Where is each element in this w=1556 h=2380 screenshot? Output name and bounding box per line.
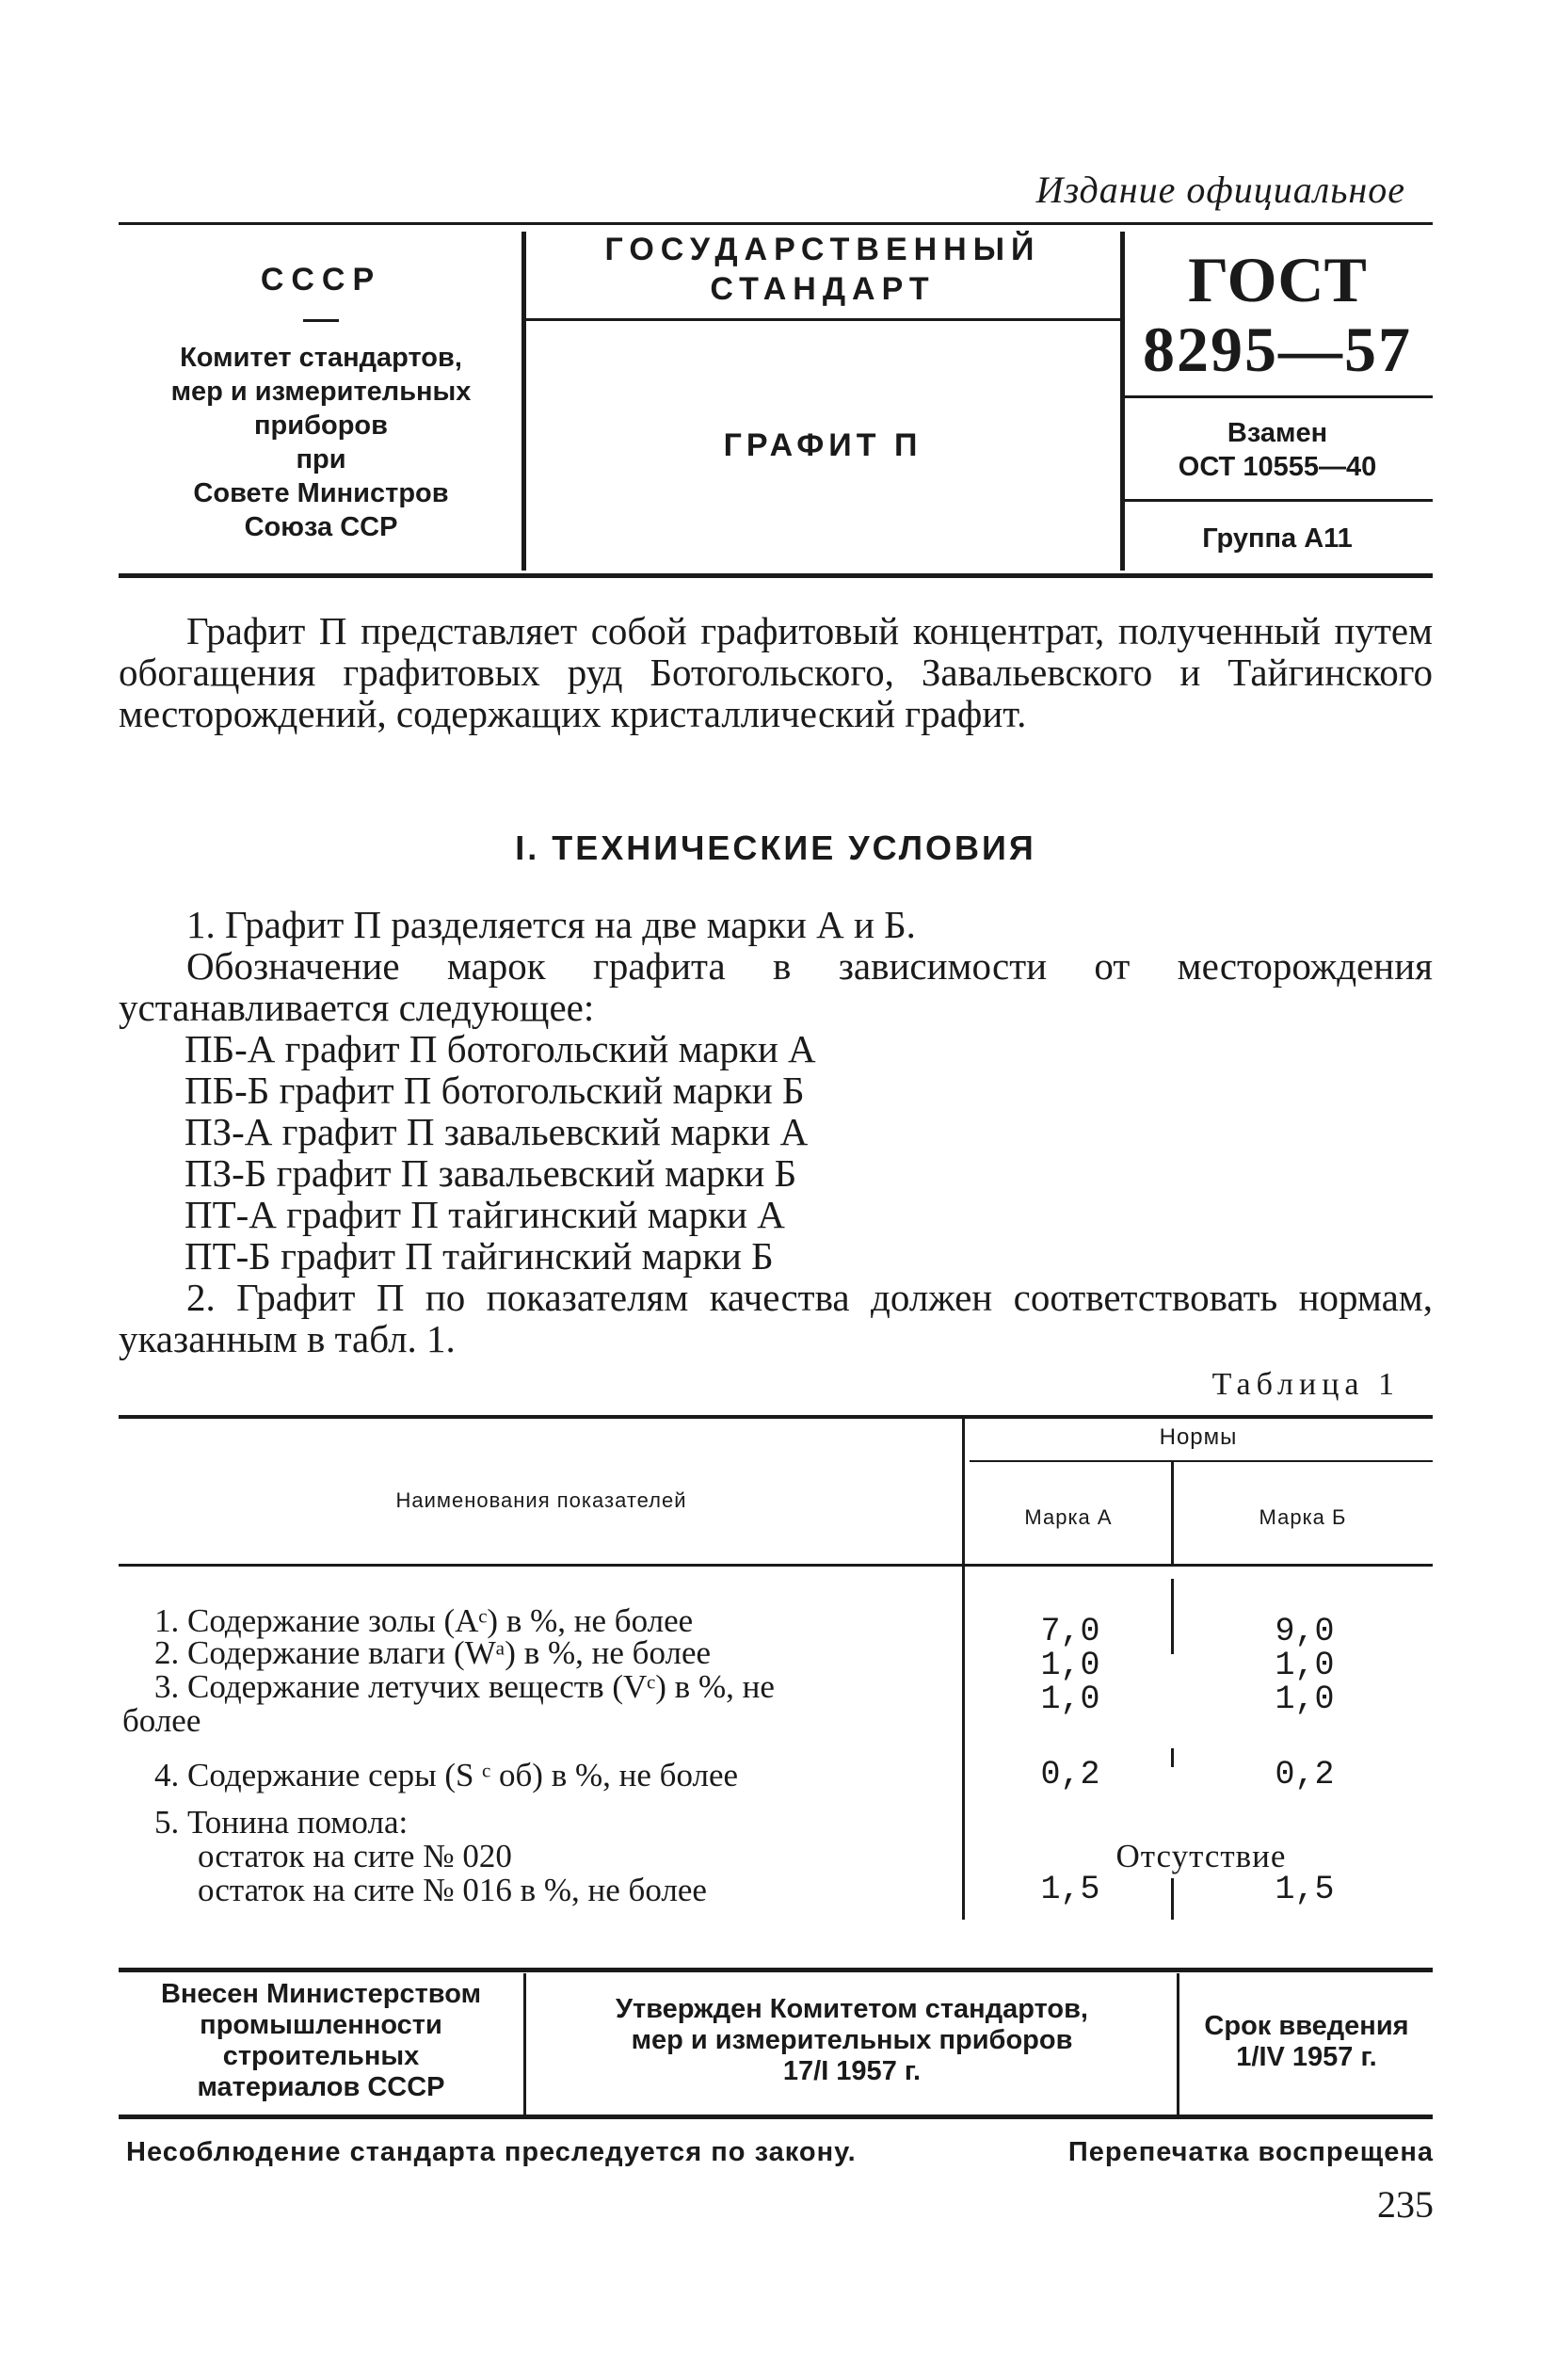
norms-rule: [970, 1460, 1433, 1462]
clause-2: 2. Графит П по показателям качества должен соответствовать нормам, указанным в табл. 1.: [119, 1276, 1433, 1360]
table-cell: 0,2: [1275, 1756, 1335, 1793]
product-name: ГРАФИТ П: [723, 427, 922, 463]
table-row: остаток на сите № 020: [198, 1838, 512, 1874]
list-item: ПЗ-Б графит П завальевский марки Б: [184, 1151, 797, 1195]
gost-number: 8295—57: [1143, 314, 1412, 385]
approved-by: Утвержден Комитетом стандартов, мер и измерительных приборов 17/I 1957 г.: [615, 1994, 1088, 2086]
list-item: ПЗ-А графит П завальевский марки А: [184, 1110, 809, 1153]
table-cell: 1,0: [1275, 1647, 1335, 1684]
table-cell: 1,5: [1275, 1871, 1335, 1908]
issuer-block: [119, 241, 523, 544]
table-cell: 1,0: [1040, 1680, 1100, 1718]
page-number: 235: [1377, 2183, 1434, 2226]
table-cell-merged: Отсутствие: [1115, 1838, 1287, 1874]
table-divider-rows-3: [1171, 1878, 1174, 1920]
column-header-norms: Нормы: [1159, 1424, 1238, 1450]
introduced-by: Внесен Министерством промышленности строительных материалов СССР: [160, 1979, 482, 2102]
table-top-rule: [119, 1415, 1433, 1419]
table-row: 4. Содержание серы (S ᶜ об) в %, не более: [154, 1757, 739, 1793]
table-divider-rows-1: [1171, 1579, 1174, 1654]
standard-type: ГОСУДАРСТВЕННЫЙ СТАНДАРТ: [604, 232, 1041, 307]
table-header-rule: [119, 1564, 1433, 1567]
table-cell: 1,0: [1275, 1680, 1335, 1718]
header-right-rule-2: [1125, 499, 1433, 502]
country-dash: [303, 319, 339, 322]
footer-bottom-rule: [119, 2115, 1433, 2119]
table-cell: 1,0: [1040, 1647, 1100, 1684]
list-item: ПБ-Б графит П ботогольский марки Б: [184, 1069, 805, 1112]
column-header-indicator: Наименования показателей: [395, 1488, 687, 1512]
country-label: СССР: [260, 262, 382, 298]
quality-norms-table: [119, 1415, 1433, 1923]
footer-top-rule: [119, 1968, 1433, 1972]
header-middle-rule: [526, 318, 1120, 321]
table-row: 3. Содержание летучих веществ (Vᶜ) в %, не: [154, 1668, 775, 1705]
header-right-rule-1: [1125, 395, 1433, 398]
standard-header: [119, 222, 1433, 578]
table-cell: 1,5: [1040, 1871, 1100, 1908]
group-code: Группа А11: [1202, 523, 1353, 554]
column-header-mark-b: Марка Б: [1259, 1505, 1347, 1529]
header-top-rule: [119, 222, 1433, 225]
effective-date: Срок введения 1/IV 1957 г.: [1204, 2011, 1409, 2072]
intro-paragraph: Графит П представляет собой графитовый концентрат, полученный путем обогащения графитовых руд Ботогольского, Завальевского и Тайгинского месторождений, содержащих кристаллический графит.: [119, 609, 1433, 735]
footer-divider-1: [523, 1973, 526, 2115]
table-cell: 0,2: [1040, 1756, 1100, 1793]
table-cell: 9,0: [1275, 1613, 1335, 1650]
list-item: ПТ-Б графит П тайгинский марки Б: [184, 1234, 774, 1278]
table-row-continuation: более: [122, 1702, 201, 1739]
approval-footer: [119, 1968, 1433, 2120]
table-cell: 7,0: [1040, 1613, 1100, 1650]
table-row: 5. Тонина помола:: [154, 1804, 409, 1841]
header-bottom-rule: [119, 573, 1433, 578]
gost-label: ГОСТ: [1188, 244, 1367, 315]
table-row: 2. Содержание влаги (Wᵃ) в %, не более: [154, 1634, 712, 1671]
edition-note: Издание официальное: [1035, 169, 1405, 211]
reprint-notice: Перепечатка воспрещена: [1067, 2137, 1434, 2167]
marks-list: [184, 1028, 816, 1277]
list-item: ПБ-А графит П ботогольский марки А: [184, 1027, 816, 1070]
column-header-mark-a: Марка А: [1024, 1505, 1113, 1529]
list-item: ПТ-А графит П тайгинский марки А: [184, 1193, 785, 1236]
table-divider-rows-2: [1171, 1748, 1174, 1767]
legal-notice: Несоблюдение стандарта преследуется по закону.: [126, 2137, 857, 2167]
committee-name: Комитет стандартов, мер и измерительных приборов при Совете Министров Союза ССР: [170, 343, 472, 542]
clause-1: 1. Графит П разделяется на две марки А и Б.: [186, 903, 916, 946]
designation-intro: Обозначение марок графита в зависимости от месторождения устанавливается следующее:: [119, 944, 1433, 1029]
footer-divider-2: [1177, 1973, 1179, 2115]
replaces-standard: Взамен ОСТ 10555—40: [1178, 418, 1377, 482]
table-caption: Таблица 1: [1211, 1367, 1400, 1402]
table-row: 1. Содержание золы (Aᶜ) в %, не более: [154, 1602, 694, 1639]
section-title: I. ТЕХНИЧЕСКИЕ УСЛОВИЯ: [515, 828, 1036, 867]
table-row: остаток на сите № 016 в %, не более: [198, 1872, 707, 1908]
